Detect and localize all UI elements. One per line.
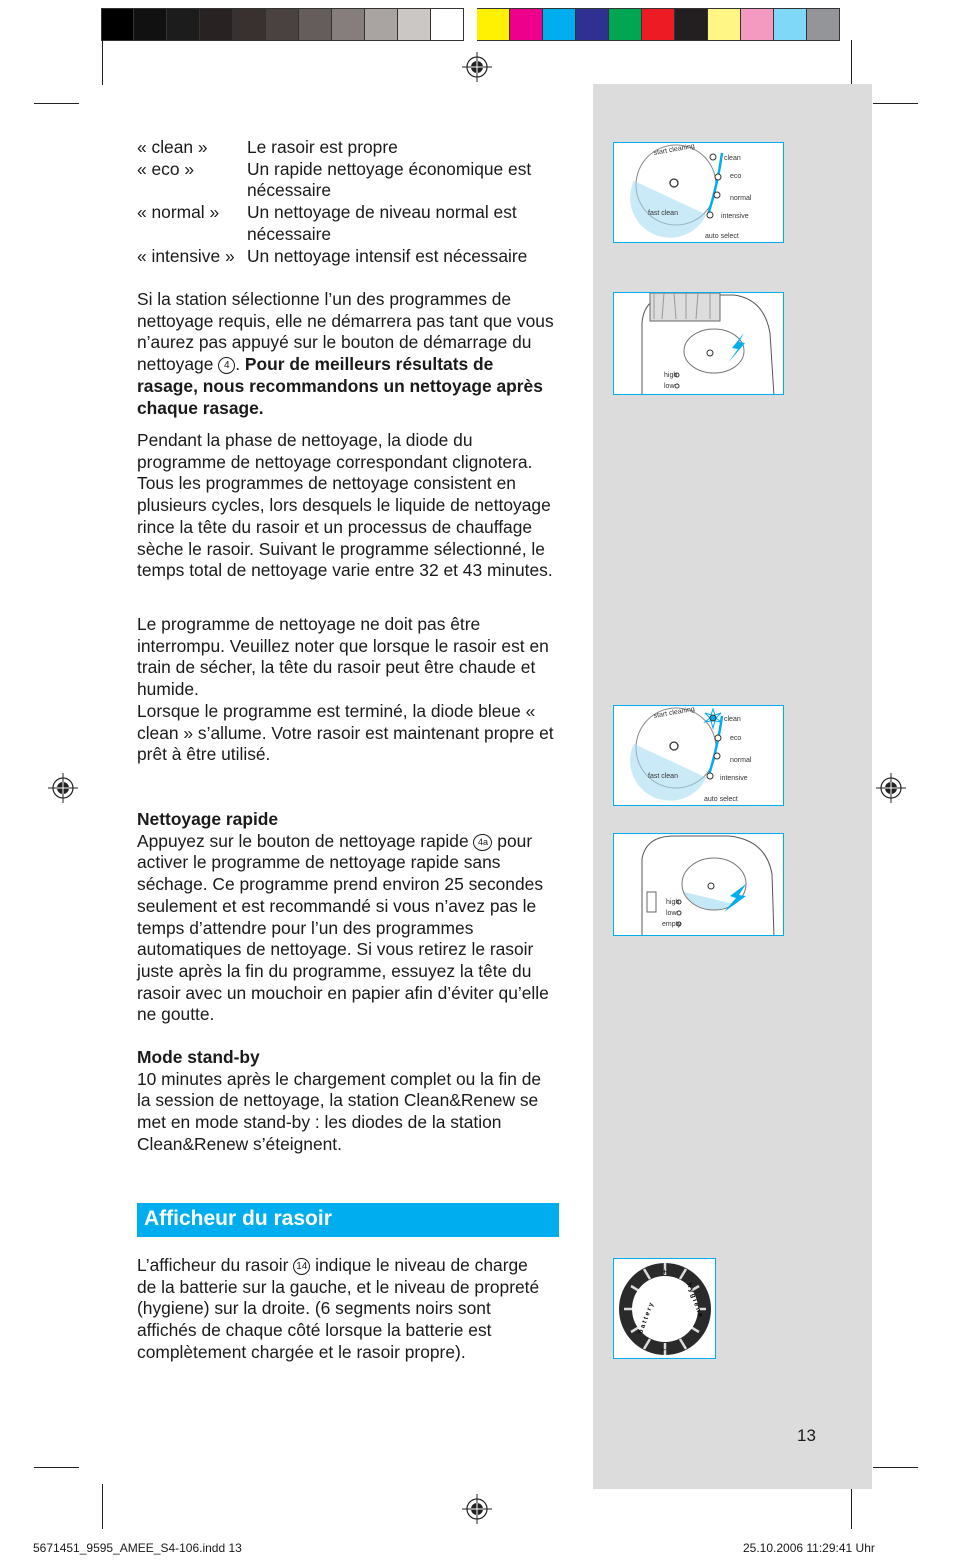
paragraph-cleaning-phase — [137, 430, 557, 582]
crop-mark — [34, 1467, 79, 1468]
paragraph-text: L’afficheur du rasoir — [137, 1255, 294, 1275]
mode-description: Un rapide nettoyage économique est nécessaire — [247, 158, 532, 201]
mode-term: « normal » — [137, 202, 220, 223]
eco-label: eco — [730, 173, 742, 180]
color-swatch — [807, 8, 840, 41]
crop-mark — [34, 103, 79, 104]
footer-file-info: 5671451_9595_AMEE_S4-106.indd 13 — [33, 1541, 242, 1555]
registration-mark-icon — [876, 773, 906, 803]
mode-row-eco — [137, 159, 567, 202]
color-swatch — [741, 8, 774, 41]
paragraph-text: Lorsque le programme est terminé, la diode bleue « clean » s’allume. Votre rasoir est maintenant propre et prêt à être utilisé. — [137, 700, 554, 765]
color-swatch — [675, 8, 708, 41]
color-swatch — [299, 8, 332, 41]
section-title: Mode stand-by — [137, 1047, 260, 1067]
color-swatch — [431, 8, 464, 41]
auto-select-label: auto select — [705, 233, 739, 240]
paragraph-do-not-interrupt — [137, 614, 557, 766]
minus-sign: – — [661, 1344, 667, 1354]
color-swatch — [101, 8, 134, 41]
color-swatch — [543, 8, 576, 41]
recommendation-text: Pour de meilleurs résultats de rasage, nous recommandons un nettoyage après chaque rasage. — [137, 354, 543, 418]
crop-mark — [851, 40, 852, 85]
plus-sign: + — [662, 1267, 668, 1277]
low-label: low — [664, 383, 675, 390]
clean-label: clean — [724, 155, 741, 162]
section-title: Nettoyage rapide — [137, 809, 279, 829]
color-swatch — [365, 8, 398, 41]
color-swatch — [708, 8, 741, 41]
color-calibration-strip — [101, 8, 840, 41]
eco-label: eco — [730, 735, 742, 742]
crop-mark — [102, 40, 103, 85]
paragraph-text: indique le niveau de charge de la batterie sur la gauche, et le niveau de propreté (hygiene) sur la droite. (6 segments noirs sont affichés de chaque côté lorsque la batterie est complètement chargée et le rasoir propre). — [137, 1255, 540, 1362]
color-swatch — [167, 8, 200, 41]
footer-timestamp: 25.10.2006 11:29:41 Uhr — [743, 1541, 875, 1555]
color-swatch — [477, 8, 510, 41]
color-swatch — [774, 8, 807, 41]
crop-mark — [851, 1484, 852, 1529]
low-label: low — [666, 910, 677, 917]
empty-label: empty — [662, 921, 682, 928]
paragraph-text: Si la station sélectionne l’un des programmes de nettoyage requis, elle ne démarrera pas tant que vous n’aurez pas appuyé sur le bouton de démarrage du nettoyage — [137, 289, 554, 375]
color-swatch — [642, 8, 675, 41]
color-swatch — [609, 8, 642, 41]
start-cleaning-label: start cleaning — [653, 143, 696, 157]
intensive-label: intensive — [721, 213, 749, 220]
figure-shaver-display — [613, 1258, 716, 1359]
color-swatch — [134, 8, 167, 41]
paragraph-text: pour activer le programme de nettoyage rapide sans séchage. Ce programme prend environ 25 secondes seulement et est recommandé si vous n’avez pas le temps d’attendre pour l’un des programmes automatiques de nettoyage. Si vous retirez le rasoir juste après la fin du programme, essuyez la tête du rasoir avec un mouchoir en papier afin d’éviter qu’elle ne goutte. — [137, 830, 549, 1025]
section-heading-bar — [137, 1203, 559, 1237]
figure-station-fast-clean — [613, 833, 784, 936]
reference-number: 4 — [218, 357, 235, 374]
battery-label: b a t t e r y — [637, 1301, 656, 1335]
reference-number: 4a — [473, 834, 492, 851]
color-swatch — [576, 8, 609, 41]
mode-term: « intensive » — [137, 245, 235, 266]
normal-label: normal — [730, 757, 752, 764]
paragraph-program-selection: Si la station sélectionne l’un des programmes de nettoyage requis, elle ne démarrera pas tant que vous n’aurez pas appuyé sur le bouton de démarrage du nettoyage 4 . Pour de meilleurs résultats de rasage, nous recommandons un nettoyage après chaque rasage. — [137, 289, 554, 418]
crop-mark — [873, 103, 918, 104]
mode-row-clean — [137, 137, 567, 159]
intensive-label: intensive — [720, 775, 748, 782]
section-standby — [137, 1047, 547, 1156]
hygiene-label: h y g i e n e — [685, 1282, 704, 1318]
normal-label: normal — [730, 195, 752, 202]
mode-description: Le rasoir est propre — [247, 137, 398, 157]
crop-mark — [102, 1484, 103, 1529]
paragraph-text: 10 minutes après le chargement complet ou la fin de la session de nettoyage, la station Clean&Renew se met en mode stand-by : les diodes de la station Clean&Renew s’éteignent. — [137, 1068, 542, 1154]
crop-mark — [873, 1467, 918, 1468]
mode-description: Un nettoyage de niveau normal est nécessaire — [247, 202, 517, 244]
auto-select-label: auto select — [704, 796, 738, 803]
registration-mark-icon — [462, 1494, 492, 1524]
color-swatch — [233, 8, 266, 41]
cleaning-modes-list — [137, 137, 567, 267]
paragraph-text: Pendant la phase de nettoyage, la diode du programme de nettoyage correspondant clignotera. Tous les programmes de nettoyage consistent en plusieurs cycles, lors desquels le liquide de nettoyage rince la tête du rasoir et un processus de chauffage sèche le rasoir. Suivant le programme sélectionné, le temps total de nettoyage varie entre 32 et 43 minutes. — [137, 430, 553, 581]
clean-label: clean — [724, 716, 741, 723]
color-swatch — [332, 8, 365, 41]
color-swatch — [200, 8, 233, 41]
paragraph-shaver-display — [137, 1255, 552, 1364]
page-number: 13 — [797, 1426, 816, 1445]
mode-description: Un nettoyage intensif est nécessaire — [247, 245, 528, 266]
high-label: high — [666, 899, 680, 906]
registration-mark-icon — [462, 52, 492, 82]
section-heading: Afficheur du rasoir — [144, 1207, 332, 1230]
start-cleaning-label: start cleaning — [653, 706, 696, 720]
color-swatch — [266, 8, 299, 41]
reference-number: 14 — [293, 1258, 310, 1275]
mode-term: « clean » — [137, 137, 208, 157]
mode-row-normal — [137, 202, 567, 245]
high-label: high — [664, 372, 678, 379]
fast-clean-label: fast clean — [648, 210, 678, 217]
color-swatch — [510, 8, 543, 41]
registration-mark-icon — [48, 773, 78, 803]
figure-control-panel — [613, 142, 784, 243]
paragraph-text: Appuyez sur le bouton de nettoyage rapide — [137, 830, 474, 851]
section-quick-clean — [137, 809, 562, 1026]
figure-station-start — [613, 292, 784, 395]
fast-clean-label: fast clean — [648, 773, 678, 780]
mode-term: « eco » — [137, 158, 195, 179]
mode-row-intensive — [137, 246, 567, 268]
paragraph-text: Le programme de nettoyage ne doit pas être interrompu. Veuillez noter que lorsque le rasoir est en train de sécher, la tête du rasoir peut être chaude et humide. — [137, 614, 549, 700]
color-swatch — [398, 8, 431, 41]
figure-control-panel-clean — [613, 705, 784, 806]
